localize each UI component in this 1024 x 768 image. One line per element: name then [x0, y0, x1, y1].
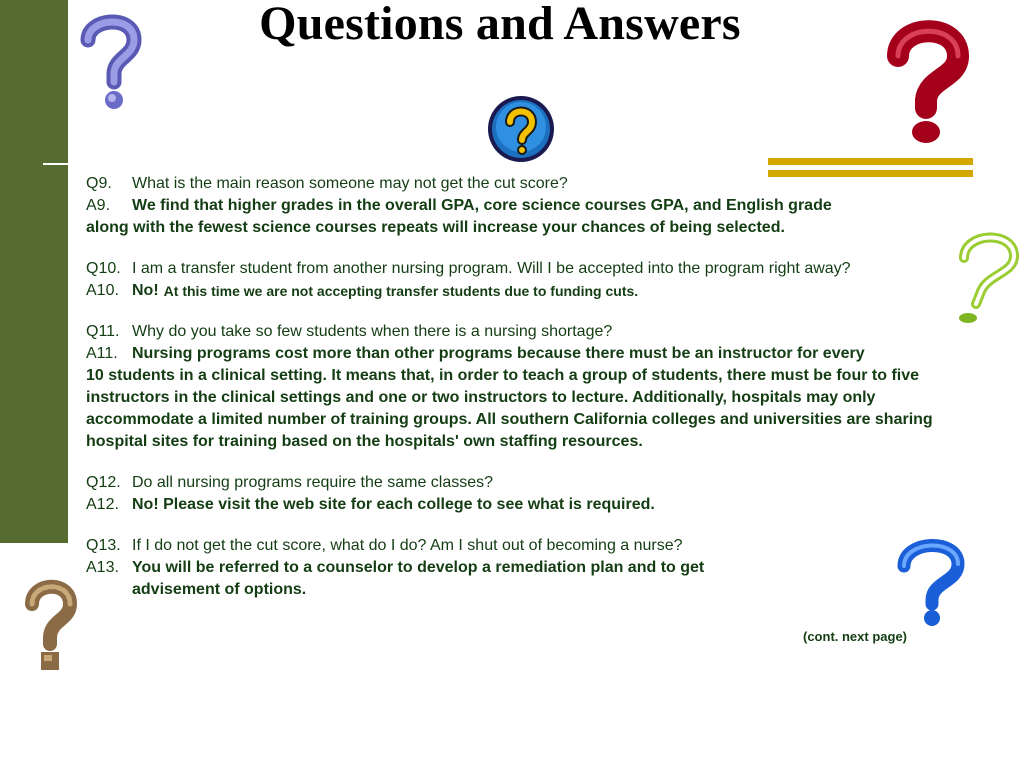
answer-text: At this time we are not accepting transfer students due to funding cuts. [163, 283, 639, 299]
question-text: What is the main reason someone may not get the cut score? [132, 175, 568, 192]
question-text: If I do not get the cut score, what do I do? Am I shut out of becoming a nurse? [132, 537, 683, 554]
qa-item-13 [86, 535, 986, 601]
question-row [86, 258, 986, 280]
qa-item-12 [86, 472, 986, 516]
answer-continuation: along with the fewest science courses repeats will increase your chances of being selected. [86, 219, 785, 236]
question-label: Q10. [86, 260, 121, 277]
question-row [86, 321, 986, 343]
question-label: Q12. [86, 474, 121, 491]
gold-divider-line [768, 158, 973, 165]
answer-text: Nursing programs cost more than other programs because there must be an instructor for every [132, 345, 865, 362]
answer-label: A10. [86, 282, 119, 299]
answer-label: A13. [86, 559, 119, 576]
answer-label: A9. [86, 197, 111, 214]
question-text: Why do you take so few students when there is a nursing shortage? [132, 323, 613, 340]
qa-list [86, 173, 986, 620]
answer-row [86, 494, 986, 516]
qa-item-10 [86, 258, 986, 302]
answer-row [86, 280, 986, 302]
side-bar [0, 0, 68, 543]
answer-text: We find that higher grades in the overall GPA, core science courses GPA, and English grade [132, 197, 832, 214]
question-row [86, 535, 986, 557]
qa-item-11 [86, 321, 986, 453]
question-text: I am a transfer student from another nursing program. Will I be accepted into the program right away? [132, 260, 851, 277]
stone-question-icon [22, 578, 78, 672]
question-text: Do all nursing programs require the same classes? [132, 474, 494, 491]
side-bar-tick [43, 163, 69, 165]
answer-label: A12. [86, 496, 119, 513]
page-title: Questions and Answers [259, 0, 741, 50]
answer-label: A11. [86, 345, 118, 362]
question-row [86, 472, 986, 494]
answer-lead: No! [132, 282, 159, 299]
round-question-button-icon [486, 94, 556, 164]
question-row [86, 173, 986, 195]
answer-row [86, 195, 986, 217]
question-label: Q13. [86, 537, 121, 554]
answer-text: You will be referred to a counselor to develop a remediation plan and to get [132, 559, 705, 576]
answer-text: No! Please visit the web site for each college to see what is required. [132, 496, 655, 513]
answer-continuation: advisement of options. [132, 581, 307, 598]
answer-row [86, 557, 986, 579]
answer-continuation: 10 students in a clinical setting. It means that, in order to teach a group of students, there must be four to five instructors in the clinical settings and one or two instructors to lecture. Additionally, hospitals may only accommodate a limited number of training groups. All southern California colleges and universities are sharing hospital sites for training based on the hospitals' own staffing resources. [86, 367, 933, 450]
red-question-icon [880, 18, 970, 148]
qa-item-9 [86, 173, 986, 239]
continued-note: (cont. next page) [803, 629, 908, 644]
purple-question-icon [76, 12, 144, 112]
question-label: Q9. [86, 175, 112, 192]
question-label: Q11. [86, 323, 120, 340]
answer-row [86, 343, 986, 365]
